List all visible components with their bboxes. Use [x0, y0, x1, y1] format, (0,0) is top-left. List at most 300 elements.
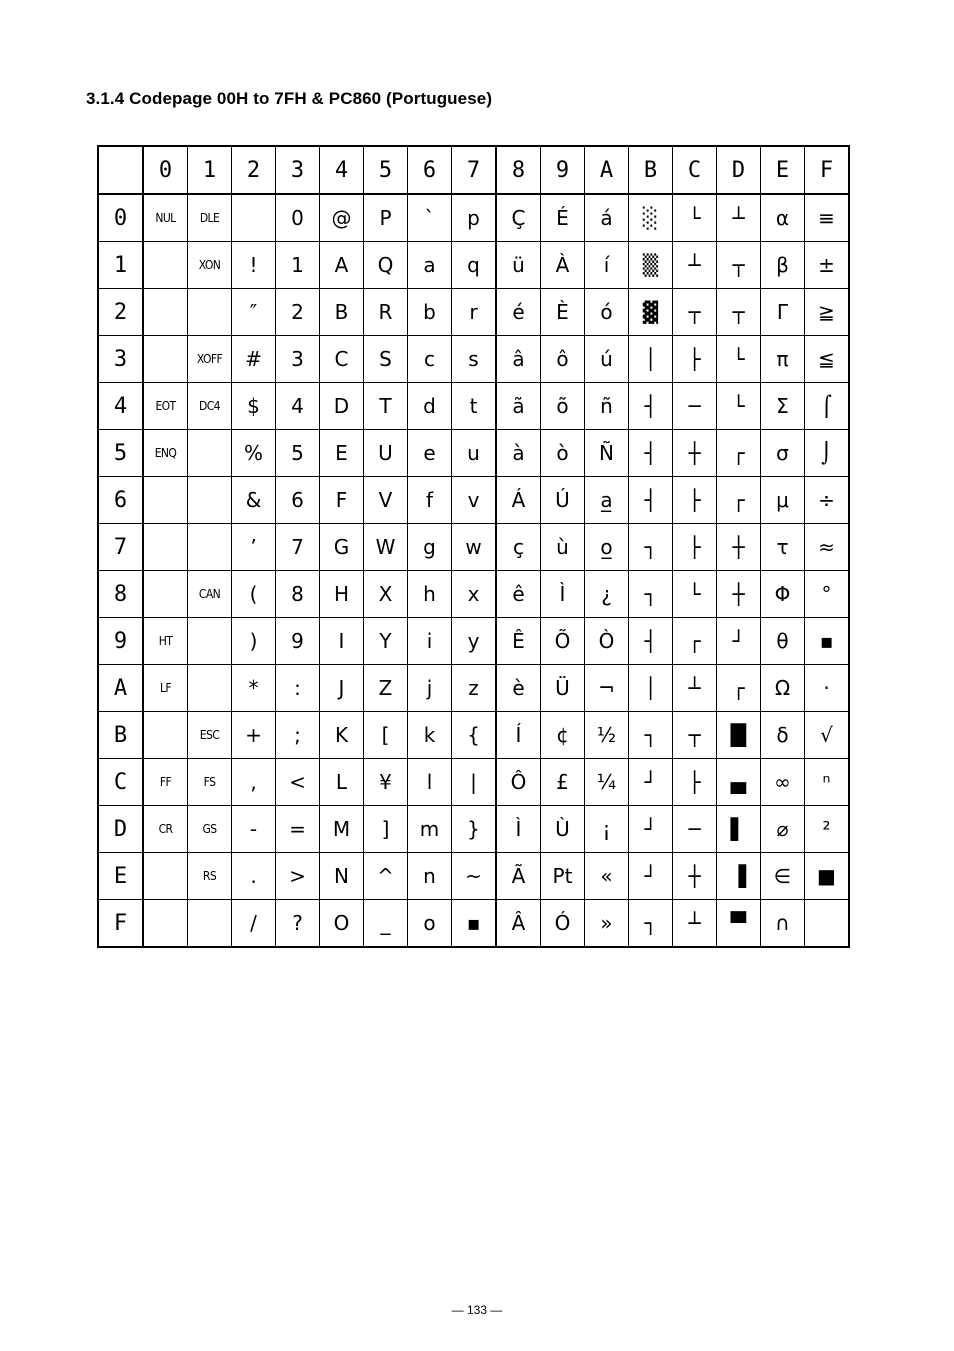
table-row	[98, 242, 849, 289]
char-cell-b1: ESC	[188, 712, 232, 759]
char-cell-b4: K	[320, 712, 364, 759]
char-cell-25: R	[364, 289, 408, 336]
char-cell-73: 7	[276, 524, 320, 571]
char-cell-38: â	[496, 336, 541, 383]
char-cell-32: #	[232, 336, 276, 383]
char-cell-3d: └	[717, 336, 761, 383]
char-cell-d6: m	[408, 806, 452, 853]
char-cell-e4: N	[320, 853, 364, 900]
char-cell-89: Ì	[541, 571, 585, 618]
char-cell-c4: L	[320, 759, 364, 806]
char-cell-29: È	[541, 289, 585, 336]
char-cell-34: C	[320, 336, 364, 383]
char-cell-eb: ┘	[629, 853, 673, 900]
row-header-6: 6	[98, 477, 143, 524]
char-cell-f6: o	[408, 900, 452, 948]
char-cell-22: ″	[232, 289, 276, 336]
char-cell-a6: j	[408, 665, 452, 712]
char-cell-4b: ┤	[629, 383, 673, 430]
column-header-c: C	[673, 146, 717, 194]
char-cell-1e: β	[761, 242, 805, 289]
column-header-b: B	[629, 146, 673, 194]
table-row	[98, 853, 849, 900]
char-cell-26: b	[408, 289, 452, 336]
char-cell-9d: ┘	[717, 618, 761, 665]
char-cell-6c: ├	[673, 477, 717, 524]
char-cell-45: T	[364, 383, 408, 430]
char-cell-7b: ┐	[629, 524, 673, 571]
char-cell-78: ç	[496, 524, 541, 571]
char-cell-8a: ¿	[585, 571, 629, 618]
char-cell-85: X	[364, 571, 408, 618]
char-cell-a7: z	[452, 665, 497, 712]
char-cell-b0	[143, 712, 188, 759]
char-cell-cf: ⁿ	[805, 759, 850, 806]
char-cell-12: !	[232, 242, 276, 289]
row-header-3: 3	[98, 336, 143, 383]
char-cell-fc: ┴	[673, 900, 717, 948]
char-cell-ea: «	[585, 853, 629, 900]
char-cell-dd: ▌	[717, 806, 761, 853]
char-cell-6a: a̲	[585, 477, 629, 524]
char-cell-33: 3	[276, 336, 320, 383]
char-cell-a0: LF	[143, 665, 188, 712]
char-cell-fd: ▀	[717, 900, 761, 948]
char-cell-d5: ]	[364, 806, 408, 853]
row-header-1: 1	[98, 242, 143, 289]
char-cell-64: F	[320, 477, 364, 524]
char-cell-02	[232, 194, 276, 242]
column-header-6: 6	[408, 146, 452, 194]
char-cell-9e: θ	[761, 618, 805, 665]
char-cell-7f: ≈	[805, 524, 850, 571]
char-cell-30	[143, 336, 188, 383]
char-cell-19: À	[541, 242, 585, 289]
char-cell-8b: ┐	[629, 571, 673, 618]
char-cell-71	[188, 524, 232, 571]
char-cell-56: e	[408, 430, 452, 477]
char-cell-fe: ∩	[761, 900, 805, 948]
row-header-2: 2	[98, 289, 143, 336]
char-cell-f9: Ó	[541, 900, 585, 948]
char-cell-76: g	[408, 524, 452, 571]
char-cell-ee: ∈	[761, 853, 805, 900]
char-cell-3f: ≦	[805, 336, 850, 383]
char-cell-8c: └	[673, 571, 717, 618]
char-cell-0a: á	[585, 194, 629, 242]
char-cell-ce: ∞	[761, 759, 805, 806]
column-header-2: 2	[232, 146, 276, 194]
char-cell-b5: [	[364, 712, 408, 759]
char-cell-96: i	[408, 618, 452, 665]
char-cell-2c: ┬	[673, 289, 717, 336]
char-cell-d9: Ù	[541, 806, 585, 853]
column-header-0: 0	[143, 146, 188, 194]
char-cell-1c: ┴	[673, 242, 717, 289]
row-header-9: 9	[98, 618, 143, 665]
char-cell-3e: π	[761, 336, 805, 383]
char-cell-8f: °	[805, 571, 850, 618]
char-cell-66: f	[408, 477, 452, 524]
char-cell-d8: Ì	[496, 806, 541, 853]
char-cell-fa: »	[585, 900, 629, 948]
char-cell-16: a	[408, 242, 452, 289]
char-cell-ac: ┴	[673, 665, 717, 712]
table-row	[98, 524, 849, 571]
char-cell-cc: ├	[673, 759, 717, 806]
char-cell-0c: └	[673, 194, 717, 242]
char-cell-0e: α	[761, 194, 805, 242]
table-row	[98, 336, 849, 383]
char-cell-60	[143, 477, 188, 524]
char-cell-c2: ,	[232, 759, 276, 806]
char-cell-ec: ┼	[673, 853, 717, 900]
char-cell-05: P	[364, 194, 408, 242]
char-cell-87: x	[452, 571, 497, 618]
char-cell-c1: FS	[188, 759, 232, 806]
char-cell-c3: <	[276, 759, 320, 806]
char-cell-a1	[188, 665, 232, 712]
table-row	[98, 618, 849, 665]
char-cell-df: ²	[805, 806, 850, 853]
char-cell-4d: └	[717, 383, 761, 430]
char-cell-4e: Σ	[761, 383, 805, 430]
table-row	[98, 430, 849, 477]
char-cell-6d: ┌	[717, 477, 761, 524]
row-header-c: C	[98, 759, 143, 806]
column-header-d: D	[717, 146, 761, 194]
char-cell-88: ê	[496, 571, 541, 618]
char-cell-86: h	[408, 571, 452, 618]
char-cell-46: d	[408, 383, 452, 430]
char-cell-36: c	[408, 336, 452, 383]
char-cell-f1	[188, 900, 232, 948]
char-cell-0d: ┴	[717, 194, 761, 242]
row-header-e: E	[98, 853, 143, 900]
char-cell-07: p	[452, 194, 497, 242]
char-cell-aa: ¬	[585, 665, 629, 712]
char-cell-49: õ	[541, 383, 585, 430]
char-cell-ad: ┌	[717, 665, 761, 712]
char-cell-9f: ▪	[805, 618, 850, 665]
char-cell-84: H	[320, 571, 364, 618]
char-cell-53: 5	[276, 430, 320, 477]
char-cell-cd: ▄	[717, 759, 761, 806]
char-cell-ff	[805, 900, 850, 948]
char-cell-48: ã	[496, 383, 541, 430]
char-cell-00: NUL	[143, 194, 188, 242]
char-cell-90: HT	[143, 618, 188, 665]
char-cell-a3: :	[276, 665, 320, 712]
char-cell-70	[143, 524, 188, 571]
char-cell-50: ENQ	[143, 430, 188, 477]
char-cell-e0	[143, 853, 188, 900]
char-cell-93: 9	[276, 618, 320, 665]
column-header-f: F	[805, 146, 850, 194]
char-cell-52: %	[232, 430, 276, 477]
char-cell-04: @	[320, 194, 364, 242]
column-header-3: 3	[276, 146, 320, 194]
char-cell-ae: Ω	[761, 665, 805, 712]
char-cell-54: E	[320, 430, 364, 477]
char-cell-0b: ░	[629, 194, 673, 242]
char-cell-7e: τ	[761, 524, 805, 571]
char-cell-2d: ┬	[717, 289, 761, 336]
row-header-a: A	[98, 665, 143, 712]
table-row	[98, 571, 849, 618]
char-cell-18: ü	[496, 242, 541, 289]
char-cell-6f: ÷	[805, 477, 850, 524]
table-row	[98, 194, 849, 242]
char-cell-5f: ⌡	[805, 430, 850, 477]
column-header-8: 8	[496, 146, 541, 194]
char-cell-a8: è	[496, 665, 541, 712]
char-cell-c8: Ô	[496, 759, 541, 806]
table-row	[98, 665, 849, 712]
char-cell-cb: ┘	[629, 759, 673, 806]
table-row	[98, 900, 849, 948]
char-cell-98: Ê	[496, 618, 541, 665]
char-cell-74: G	[320, 524, 364, 571]
char-cell-e5: ^	[364, 853, 408, 900]
column-header-row	[98, 146, 849, 194]
codepage-table	[97, 145, 850, 948]
table-row	[98, 477, 849, 524]
char-cell-b6: k	[408, 712, 452, 759]
char-cell-68: Á	[496, 477, 541, 524]
char-cell-7d: ┼	[717, 524, 761, 571]
char-cell-67: v	[452, 477, 497, 524]
char-cell-9a: Ò	[585, 618, 629, 665]
section-title: 3.1.4 Codepage 00H to 7FH & PC860 (Portuguese)	[86, 89, 493, 108]
char-cell-21	[188, 289, 232, 336]
char-cell-bd: █	[717, 712, 761, 759]
char-cell-d0: CR	[143, 806, 188, 853]
char-cell-ba: ½	[585, 712, 629, 759]
char-cell-dc: ─	[673, 806, 717, 853]
char-cell-3c: ├	[673, 336, 717, 383]
char-cell-20	[143, 289, 188, 336]
char-cell-42: $	[232, 383, 276, 430]
char-cell-83: 8	[276, 571, 320, 618]
char-cell-06: `	[408, 194, 452, 242]
char-cell-e9: Pt	[541, 853, 585, 900]
char-cell-82: (	[232, 571, 276, 618]
char-cell-69: Ú	[541, 477, 585, 524]
char-cell-51	[188, 430, 232, 477]
char-cell-b8: Í	[496, 712, 541, 759]
char-cell-ef: ■	[805, 853, 850, 900]
char-cell-91	[188, 618, 232, 665]
char-cell-61	[188, 477, 232, 524]
char-cell-ab: │	[629, 665, 673, 712]
char-cell-63: 6	[276, 477, 320, 524]
char-cell-95: Y	[364, 618, 408, 665]
char-cell-40: EOT	[143, 383, 188, 430]
char-cell-b7: {	[452, 712, 497, 759]
char-cell-f2: /	[232, 900, 276, 948]
char-cell-5c: ┼	[673, 430, 717, 477]
column-header-1: 1	[188, 146, 232, 194]
char-cell-08: Ç	[496, 194, 541, 242]
table-row	[98, 383, 849, 430]
char-cell-af: ·	[805, 665, 850, 712]
char-cell-37: s	[452, 336, 497, 383]
char-cell-23: 2	[276, 289, 320, 336]
char-cell-bc: ┬	[673, 712, 717, 759]
char-cell-2e: Γ	[761, 289, 805, 336]
char-cell-6b: ┤	[629, 477, 673, 524]
char-cell-a2: *	[232, 665, 276, 712]
char-cell-ed: ▐	[717, 853, 761, 900]
char-cell-c0: FF	[143, 759, 188, 806]
row-header-f: F	[98, 900, 143, 948]
char-cell-58: à	[496, 430, 541, 477]
char-cell-f3: ?	[276, 900, 320, 948]
char-cell-e3: >	[276, 853, 320, 900]
char-cell-7c: ├	[673, 524, 717, 571]
char-cell-c6: l	[408, 759, 452, 806]
char-cell-4c: ─	[673, 383, 717, 430]
column-header-4: 4	[320, 146, 364, 194]
row-header-5: 5	[98, 430, 143, 477]
char-cell-d4: M	[320, 806, 364, 853]
column-header-e: E	[761, 146, 805, 194]
char-cell-bf: √	[805, 712, 850, 759]
char-cell-1f: ±	[805, 242, 850, 289]
char-cell-77: w	[452, 524, 497, 571]
char-cell-27: r	[452, 289, 497, 336]
char-cell-72: ’	[232, 524, 276, 571]
char-cell-3b: │	[629, 336, 673, 383]
char-cell-81: CAN	[188, 571, 232, 618]
table-row	[98, 289, 849, 336]
table-row	[98, 806, 849, 853]
char-cell-59: ò	[541, 430, 585, 477]
char-cell-a5: Z	[364, 665, 408, 712]
char-cell-92: )	[232, 618, 276, 665]
char-cell-35: S	[364, 336, 408, 383]
char-cell-75: W	[364, 524, 408, 571]
row-header-b: B	[98, 712, 143, 759]
char-cell-15: Q	[364, 242, 408, 289]
column-header-a: A	[585, 146, 629, 194]
char-cell-1a: í	[585, 242, 629, 289]
char-cell-8e: Φ	[761, 571, 805, 618]
char-cell-b9: ¢	[541, 712, 585, 759]
row-header-0: 0	[98, 194, 143, 242]
column-header-9: 9	[541, 146, 585, 194]
row-header-4: 4	[98, 383, 143, 430]
char-cell-0f: ≡	[805, 194, 850, 242]
row-header-7: 7	[98, 524, 143, 571]
char-cell-01: DLE	[188, 194, 232, 242]
char-cell-99: Õ	[541, 618, 585, 665]
char-cell-1b: ▒	[629, 242, 673, 289]
char-cell-da: ¡	[585, 806, 629, 853]
char-cell-b2: +	[232, 712, 276, 759]
char-cell-31: XOFF	[188, 336, 232, 383]
char-cell-9b: ┤	[629, 618, 673, 665]
char-cell-9c: ┌	[673, 618, 717, 665]
char-cell-80	[143, 571, 188, 618]
char-cell-17: q	[452, 242, 497, 289]
char-cell-44: D	[320, 383, 364, 430]
char-cell-94: I	[320, 618, 364, 665]
char-cell-f0	[143, 900, 188, 948]
char-cell-5d: ┌	[717, 430, 761, 477]
char-cell-10	[143, 242, 188, 289]
char-cell-2b: ▓	[629, 289, 673, 336]
char-cell-be: δ	[761, 712, 805, 759]
table-body	[98, 194, 849, 947]
char-cell-65: V	[364, 477, 408, 524]
char-cell-62: &	[232, 477, 276, 524]
char-cell-db: ┘	[629, 806, 673, 853]
char-cell-d1: GS	[188, 806, 232, 853]
char-cell-5b: ┤	[629, 430, 673, 477]
char-cell-fb: ┐	[629, 900, 673, 948]
char-cell-5e: σ	[761, 430, 805, 477]
char-cell-c7: |	[452, 759, 497, 806]
char-cell-f7: ▪	[452, 900, 497, 948]
char-cell-e6: n	[408, 853, 452, 900]
char-cell-2a: ó	[585, 289, 629, 336]
char-cell-2f: ≧	[805, 289, 850, 336]
char-cell-03: 0	[276, 194, 320, 242]
char-cell-a9: Ü	[541, 665, 585, 712]
char-cell-55: U	[364, 430, 408, 477]
char-cell-11: XON	[188, 242, 232, 289]
char-cell-bb: ┐	[629, 712, 673, 759]
char-cell-6e: μ	[761, 477, 805, 524]
char-cell-43: 4	[276, 383, 320, 430]
row-header-d: D	[98, 806, 143, 853]
char-cell-e2: .	[232, 853, 276, 900]
table-corner	[98, 146, 143, 194]
table-row	[98, 712, 849, 759]
char-cell-d3: =	[276, 806, 320, 853]
char-cell-24: B	[320, 289, 364, 336]
char-cell-4a: ñ	[585, 383, 629, 430]
char-cell-47: t	[452, 383, 497, 430]
char-cell-3a: ú	[585, 336, 629, 383]
char-cell-39: ô	[541, 336, 585, 383]
char-cell-4f: ⌠	[805, 383, 850, 430]
char-cell-de: ⌀	[761, 806, 805, 853]
char-cell-ca: ¼	[585, 759, 629, 806]
char-cell-e1: RS	[188, 853, 232, 900]
char-cell-e7: ~	[452, 853, 497, 900]
char-cell-c5: ¥	[364, 759, 408, 806]
char-cell-7a: o̲	[585, 524, 629, 571]
page-number: — 133 —	[451, 1303, 503, 1317]
char-cell-f5: _	[364, 900, 408, 948]
column-header-5: 5	[364, 146, 408, 194]
char-cell-8d: ┼	[717, 571, 761, 618]
char-cell-79: ù	[541, 524, 585, 571]
char-cell-41: DC4	[188, 383, 232, 430]
char-cell-09: É	[541, 194, 585, 242]
char-cell-28: é	[496, 289, 541, 336]
row-header-8: 8	[98, 571, 143, 618]
char-cell-f4: O	[320, 900, 364, 948]
char-cell-97: y	[452, 618, 497, 665]
table-row	[98, 759, 849, 806]
char-cell-1d: ┬	[717, 242, 761, 289]
char-cell-57: u	[452, 430, 497, 477]
char-cell-c9: £	[541, 759, 585, 806]
